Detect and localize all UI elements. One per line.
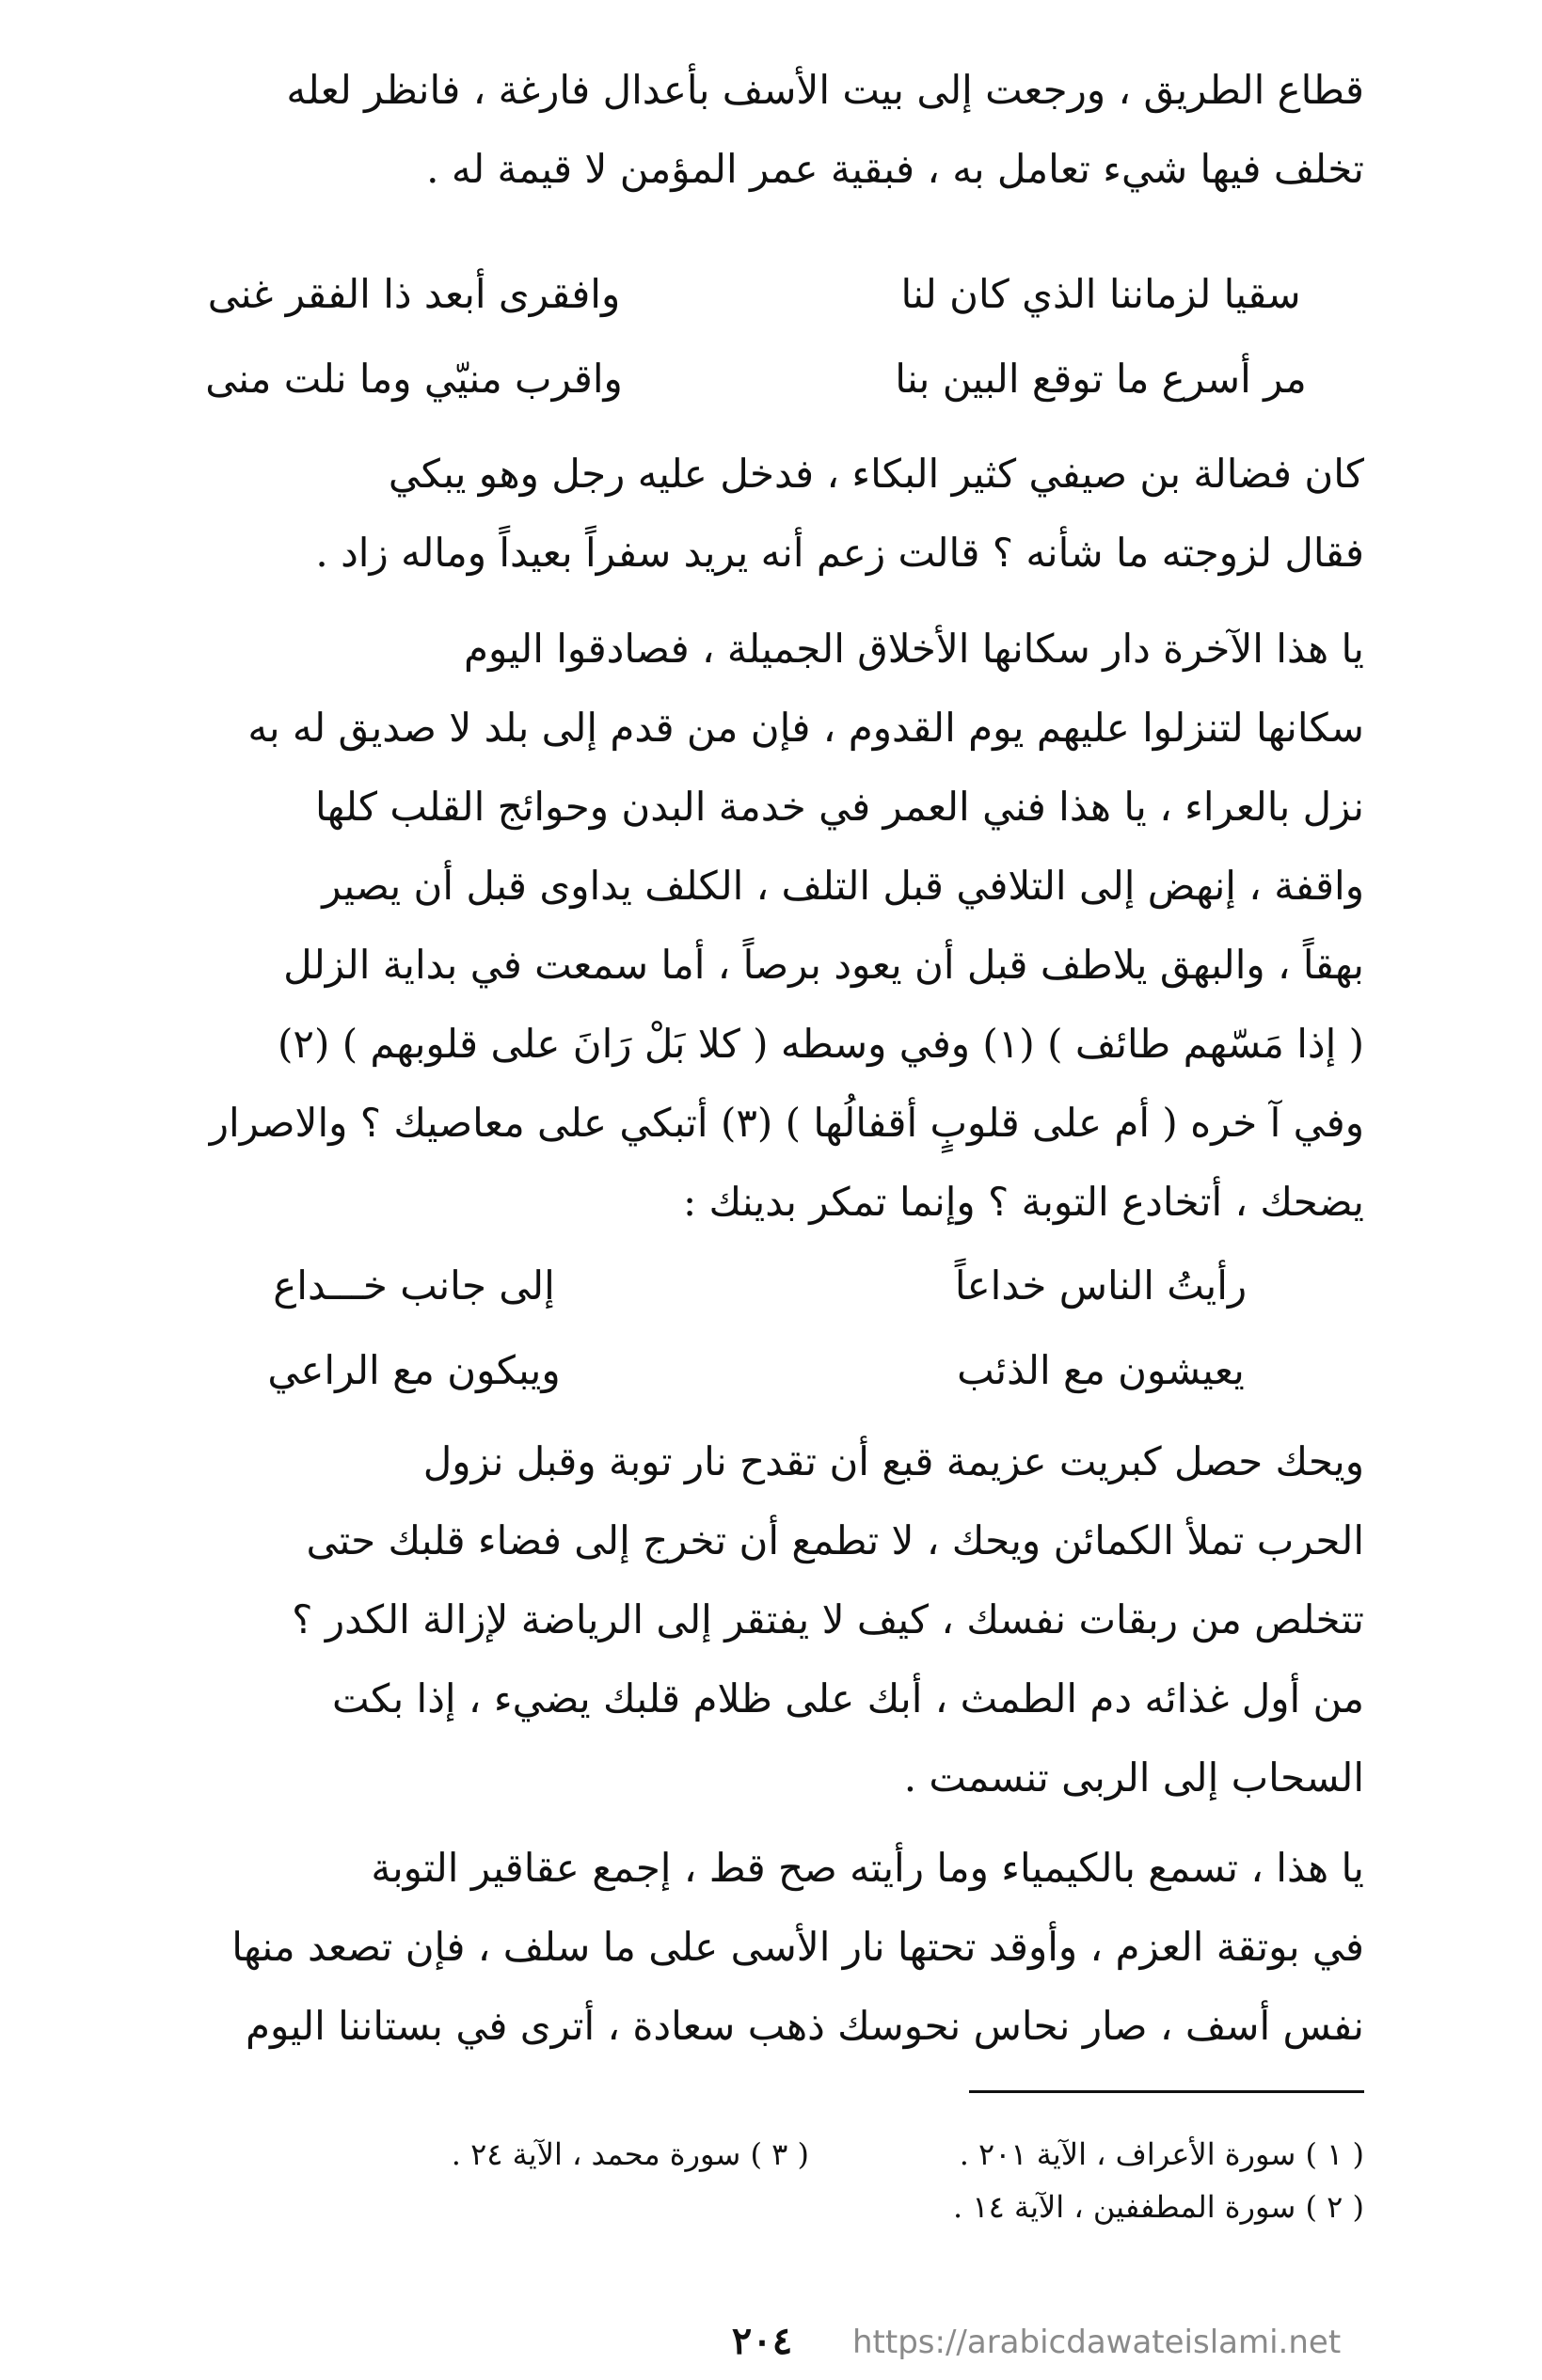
text-line: السحاب إلى الربى تنسمت .: [903, 1754, 1364, 1801]
verse-row: [151, 337, 1364, 421]
verse-first-hemistich: رأيتُ الناس خداعاً: [954, 1262, 1248, 1309]
verse-row: [151, 1328, 1364, 1413]
text-line: ( إذا مَسّهم طائف ) (١) وفي وسطه ( كلا بَلْ رَانَ على قلوبهم ) (٢): [278, 1021, 1364, 1067]
poem-verse-2: [151, 1244, 1364, 1413]
text-line: وفي آ خره ( أم على قلوبٍ أقفالُها ) (٣) أتبكي على معاصيك ؟ والاصرار: [209, 1100, 1364, 1146]
footnotes: [151, 2128, 1364, 2233]
text-line: نزل بالعراء ، يا هذا فني العمر في خدمة البدن وحوائج القلب كلها: [314, 784, 1364, 830]
verse-second-hemistich: ويبكون مع الراعي: [267, 1347, 561, 1393]
text-line: واقفة ، إنهض إلى التلافي قبل التلف ، الكلف يداوى قبل أن يصير: [322, 863, 1364, 909]
text-line: قطاع الطريق ، ورجعت إلى بيت الأسف بأعدال فارغة ، فانظر لعله: [286, 67, 1364, 113]
poem-verse-1: [151, 252, 1364, 421]
text-line: نفس أسف ، صار نحاس نحوسك ذهب سعادة ، أترى في بستاننا اليوم: [245, 2003, 1364, 2049]
paragraph-1: [151, 51, 1364, 209]
text-line: تخلف فيها شيء تعامل به ، فبقية عمر المؤمن لا قيمة له .: [426, 146, 1364, 192]
text-line: من أول غذائه دم الطمث ، أبك على ظلام قلبك يضيء ، إذا بكت: [332, 1675, 1364, 1722]
footnote-2: ( ٢ ) سورة المطففين ، الآية ١٤ .: [953, 2189, 1364, 2225]
text-line: ويحك حصل كبريت عزيمة قبع أن تقدح نار توبة وقبل نزول: [422, 1438, 1364, 1484]
text-line: يا هذا الآخرة دار سكانها الأخلاق الجميلة ، فصادقوا اليوم: [464, 626, 1364, 672]
paragraph-4: [151, 1422, 1364, 1817]
verse-first-hemistich: مر أسرع ما توقع البين بنا: [895, 356, 1307, 402]
text-line: بهقاً ، والبهق يلاطف قبل أن يعود برصاً ، أما سمعت في بداية الزلل: [283, 942, 1364, 988]
text-line: يا هذا ، تسمع بالكيمياء وما رأيته صح قط ، إجمع عقاقير التوبة: [371, 1845, 1364, 1891]
verse-row: [151, 252, 1364, 337]
text-line: الحرب تملأ الكمائن ويحك ، لا تطمع أن تخرج إلى فضاء قلبك حتى: [306, 1517, 1364, 1563]
paragraph-2: [151, 435, 1364, 593]
text-line: سكانها لتنزلوا عليهم يوم القدوم ، فإن من قدم إلى بلد لا صديق له به: [247, 705, 1364, 751]
footnote-divider: [969, 2090, 1364, 2093]
verse-row: [151, 1244, 1364, 1328]
paragraph-3: [151, 610, 1364, 1242]
text-line: يضحك ، أتخادع التوبة ؟ وإنما تمكر بدينك :: [682, 1179, 1364, 1225]
verse-first-hemistich: يعيشون مع الذئب: [957, 1347, 1245, 1393]
footnote-3: ( ٣ ) سورة محمد ، الآية ٢٤ .: [451, 2136, 809, 2172]
verse-first-hemistich: سقيا لزماننا الذي كان لنا: [900, 271, 1301, 317]
watermark-url: https://arabicdawateislami.net: [852, 2324, 1342, 2361]
footnote-1: ( ١ ) سورة الأعراف ، الآية ٢٠١ .: [959, 2136, 1364, 2172]
paragraph-5: [151, 1829, 1364, 2066]
verse-second-hemistich: وافقرى أبعد ذا الفقر غنى: [207, 271, 621, 317]
page-number: ٢٠٤: [731, 2319, 793, 2363]
verse-second-hemistich: إلى جانب خـــداع: [273, 1262, 555, 1309]
text-line: في بوتقة العزم ، وأوقد تحتها نار الأسى على ما سلف ، فإن تصعد منها: [231, 1924, 1364, 1970]
footnote-row: [151, 2128, 1364, 2181]
text-line: كان فضالة بن صيفي كثير البكاء ، فدخل عليه رجل وهو يبكي: [388, 451, 1364, 497]
verse-second-hemistich: واقرب منيّي وما نلت منى: [205, 356, 623, 402]
text-line: تتخلص من ربقات نفسك ، كيف لا يفتقر إلى الرياضة لإزالة الكدر ؟: [292, 1596, 1364, 1642]
footnote-row: [151, 2181, 1364, 2233]
text-line: فقال لزوجته ما شأنه ؟ قالت زعم أنه يريد سفراً بعيداً وماله زاد .: [315, 530, 1364, 576]
